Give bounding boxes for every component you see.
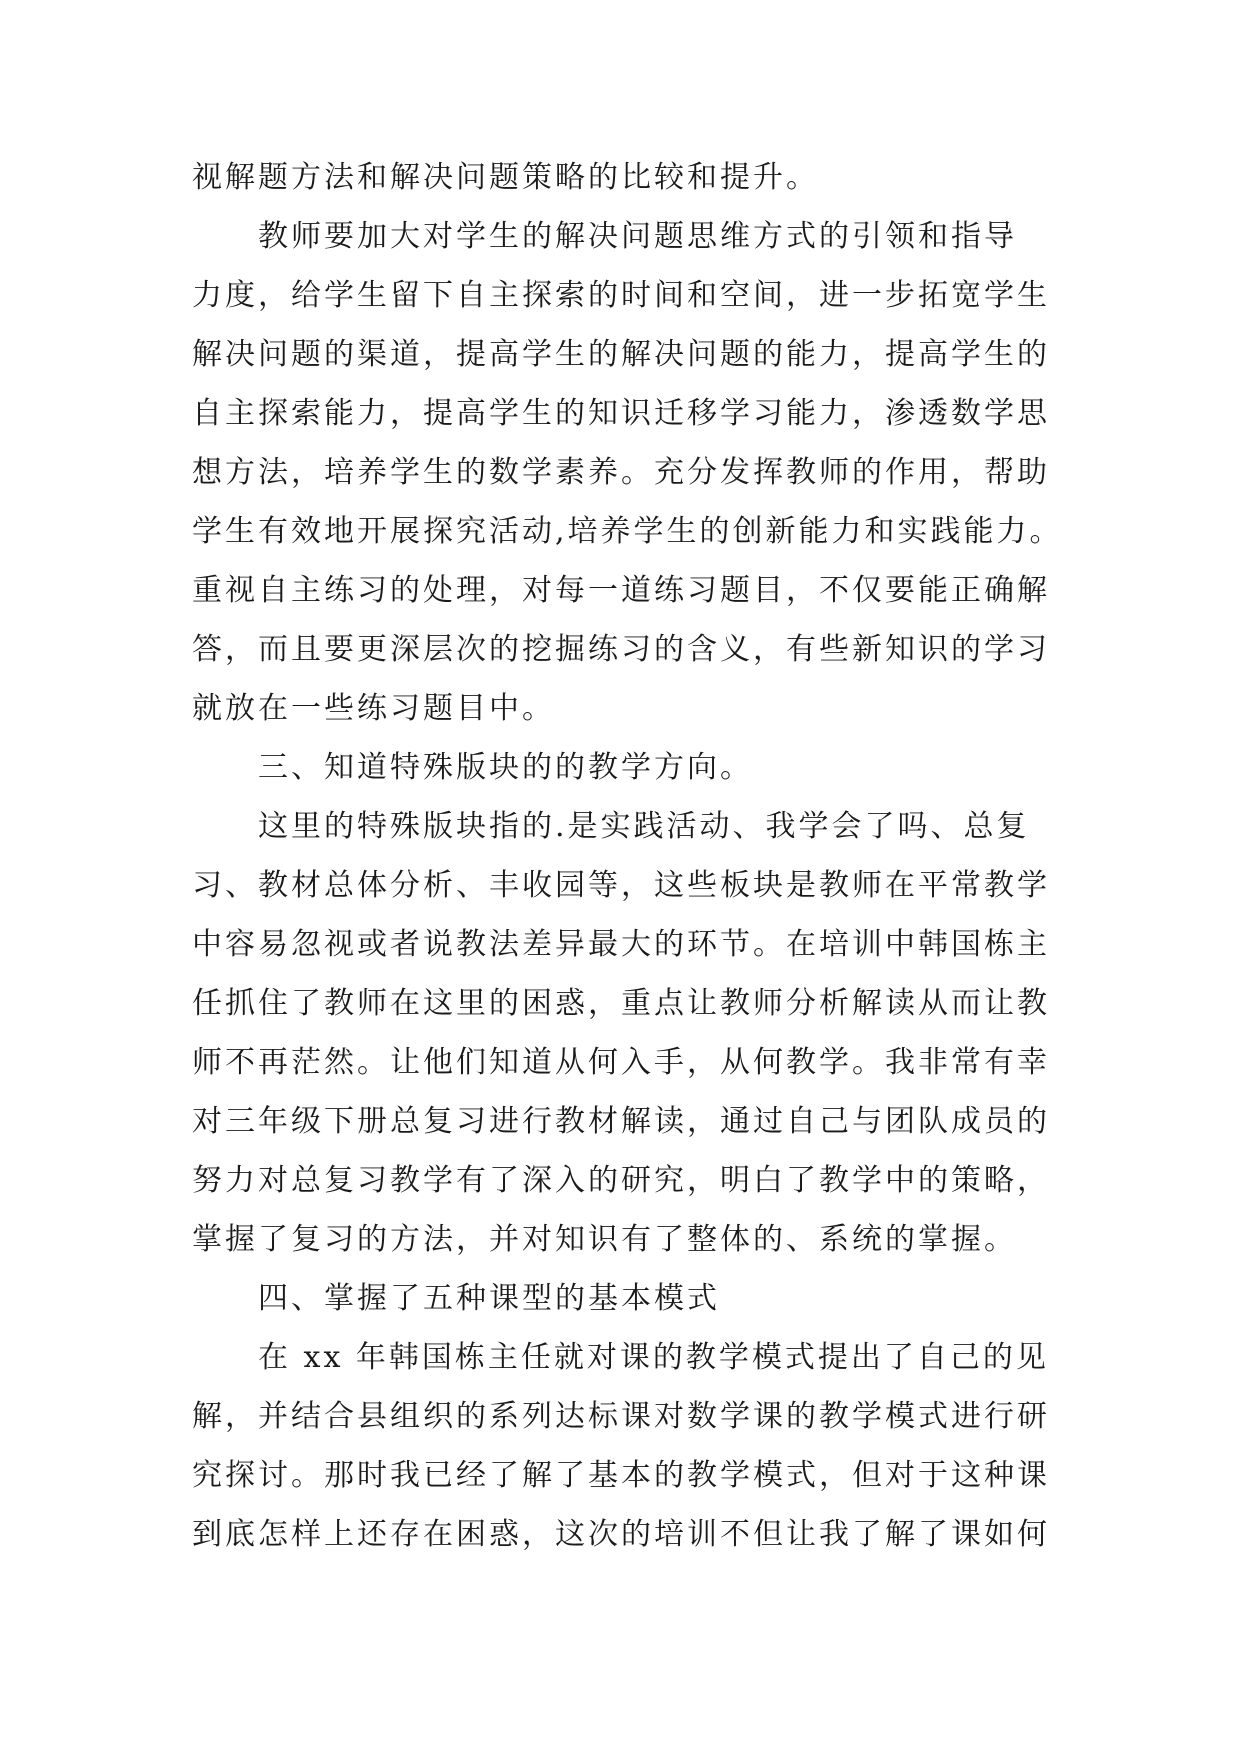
text-line: 习、教材总体分析、丰收园等，这些板块是教师在平常教学	[192, 868, 1050, 903]
text-line: 掌握了复习的方法，并对知识有了整体的、系统的掌握。	[192, 1222, 1017, 1257]
text-line: 解决问题的渠道，提高学生的解决问题的能力，提高学生的	[192, 337, 1050, 372]
text-line: 这里的特殊版块指的.是实践活动、我学会了吗、总复	[258, 809, 1030, 844]
text-line: 师不再茫然。让他们知道从何入手，从何教学。我非常有幸	[192, 1045, 1050, 1080]
text-line: 任抓住了教师在这里的困惑，重点让教师分析解读从而让教	[192, 986, 1050, 1021]
text-line: 视解题方法和解决问题策略的比较和提升。	[192, 160, 819, 195]
text-line: 对三年级下册总复习进行教材解读，通过自己与团队成员的	[192, 1104, 1050, 1139]
text-line: 到底怎样上还存在困惑，这次的培训不但让我了解了课如何	[192, 1517, 1050, 1552]
text-line: 解，并结合县组织的系列达标课对数学课的教学模式进行研	[192, 1399, 1050, 1434]
text-line: 重视自主练习的处理，对每一道练习题目，不仅要能正确解	[192, 573, 1050, 608]
text-line: 教师要加大对学生的解决问题思维方式的引领和指导	[258, 219, 1017, 254]
text-line: 在 xx 年韩国栋主任就对课的教学模式提出了自己的见	[258, 1340, 1049, 1375]
section-heading: 四、掌握了五种课型的基本模式	[258, 1281, 720, 1316]
text-line: 自主探索能力，提高学生的知识迁移学习能力，渗透数学思	[192, 396, 1050, 431]
text-line: 中容易忽视或者说教法差异最大的环节。在培训中韩国栋主	[192, 927, 1050, 962]
text-line: 学生有效地开展探究活动,培养学生的创新能力和实践能力。	[192, 514, 1063, 549]
document-body	[192, 148, 1063, 1564]
text-line: 究探讨。那时我已经了解了基本的教学模式，但对于这种课	[192, 1458, 1050, 1493]
text-line: 答，而且要更深层次的挖掘练习的含义，有些新知识的学习	[192, 632, 1050, 667]
text-line: 想方法，培养学生的数学素养。充分发挥教师的作用，帮助	[192, 455, 1050, 490]
section-heading: 三、知道特殊版块的的教学方向。	[258, 750, 753, 785]
text-line: 就放在一些练习题目中。	[192, 691, 555, 726]
text-line: 力度，给学生留下自主探索的时间和空间，进一步拓宽学生	[192, 278, 1050, 313]
text-line: 努力对总复习教学有了深入的研究，明白了教学中的策略，	[192, 1163, 1050, 1198]
